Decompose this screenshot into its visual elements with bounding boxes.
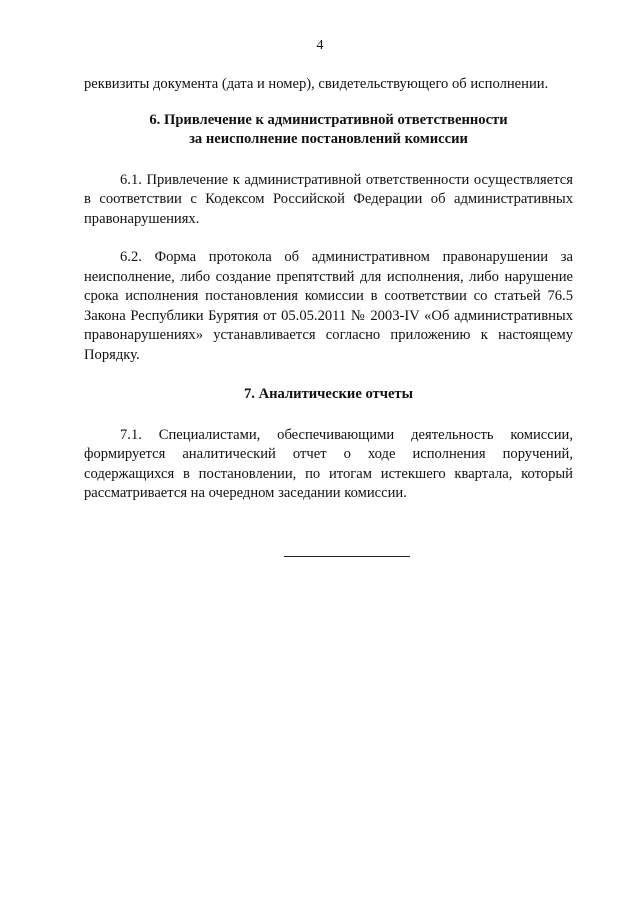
continuation-line: реквизиты документа (дата и номер), свидетельствующего об исполнении. (84, 76, 549, 92)
document-end-line (284, 556, 410, 557)
section-6-heading (84, 111, 573, 150)
section-6-title-line-2: за неисполнение постановлений комиссии (189, 131, 468, 147)
page-number: 4 (316, 38, 324, 53)
spacer (84, 95, 573, 111)
document-body (84, 75, 573, 504)
section-6-title-line-1: 6. Привлечение к административной ответственности (149, 111, 508, 128)
spacer (84, 150, 573, 171)
paragraph-6-1: 6.1. Привлечение к административной ответственности осуществляется в соответствии с Кодексом Российской Федерации об административных правонарушениях. (84, 171, 573, 227)
paragraph-7-1: 7.1. Специалистами, обеспечивающими деятельность комиссии, формируется аналитический отчет о ходе исполнения поручений, содержащихся в постановлении, по итогам истекшего квартала, который рассматривается на очередном заседании комиссии. (84, 426, 573, 501)
spacer (84, 229, 573, 248)
section-7-title: 7. Аналитические отчеты (244, 386, 413, 402)
spacer (84, 365, 573, 385)
paragraph-6-2: 6.2. Форма протокола об административном правонарушении за неисполнение, либо создание препятствий для исполнения, либо нарушение срока исполнения постановления комиссии в соответствии со статьей 76.5 Закона Республики Бурятия от 05.05.2011 № 2003-IV «Об административных правонарушениях» устанавливается согласно приложению к настоящему Порядку. (84, 249, 573, 363)
spacer (84, 405, 573, 426)
